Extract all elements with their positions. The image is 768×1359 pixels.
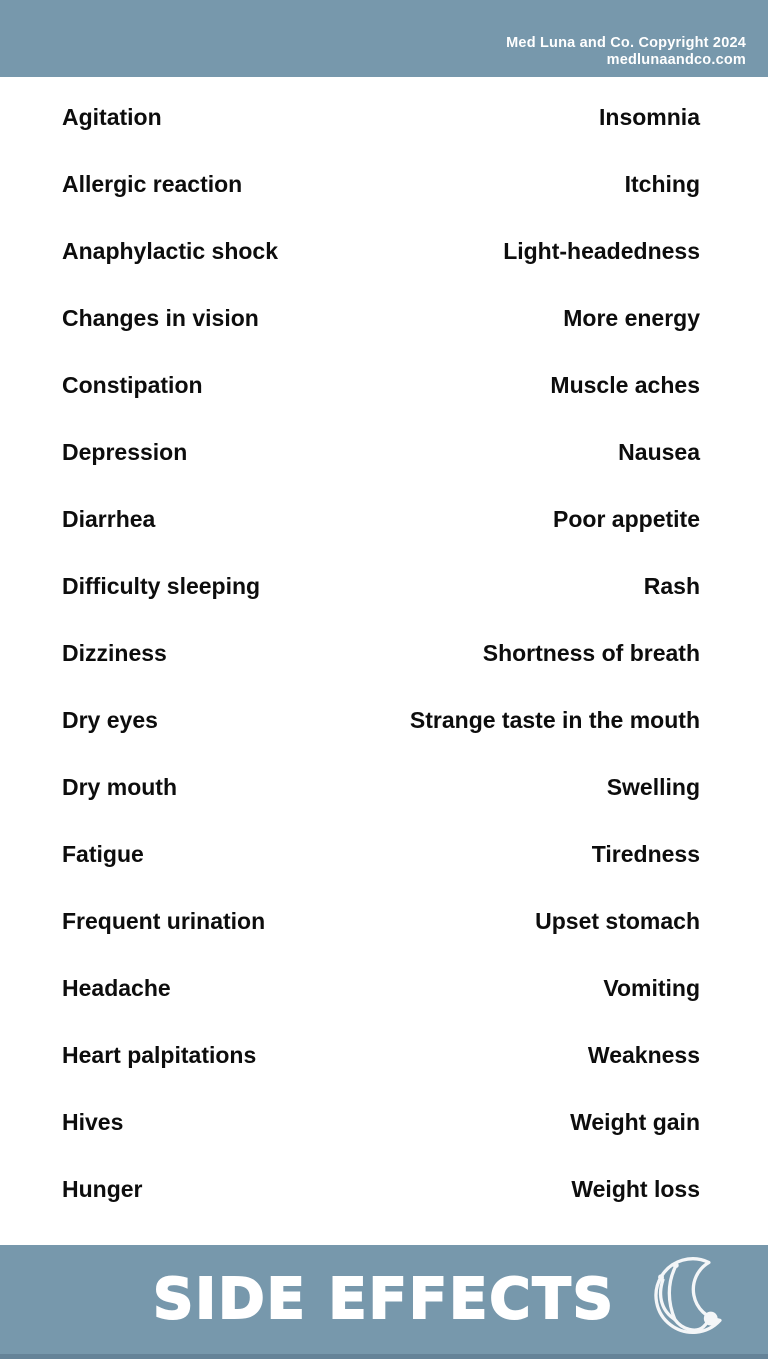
side-effect-right: Weakness bbox=[587, 1042, 700, 1068]
side-effect-row bbox=[62, 1089, 700, 1156]
side-effect-left: Difficulty sleeping bbox=[62, 573, 261, 599]
side-effect-left: Agitation bbox=[62, 104, 162, 130]
side-effect-row bbox=[62, 285, 700, 352]
side-effect-left: Fatigue bbox=[62, 841, 144, 867]
side-effect-right: Tiredness bbox=[591, 841, 700, 867]
side-effect-row bbox=[62, 1156, 700, 1223]
side-effect-row bbox=[62, 151, 700, 218]
side-effect-right: Weight gain bbox=[570, 1109, 700, 1135]
side-effect-row bbox=[62, 486, 700, 553]
side-effect-row bbox=[62, 888, 700, 955]
side-effect-right: Swelling bbox=[606, 774, 700, 800]
footer-bottom-edge bbox=[0, 1354, 768, 1359]
side-effect-row bbox=[62, 1022, 700, 1089]
side-effect-right: Poor appetite bbox=[553, 506, 700, 532]
footer-bar bbox=[0, 1245, 768, 1359]
side-effect-right: Rash bbox=[643, 573, 700, 599]
website-url: medlunaandco.com bbox=[606, 52, 746, 68]
side-effect-right: Muscle aches bbox=[550, 372, 700, 398]
side-effect-left: Constipation bbox=[62, 372, 203, 398]
header-bar bbox=[0, 0, 768, 77]
side-effect-left: Dry eyes bbox=[62, 707, 158, 733]
side-effect-right: Upset stomach bbox=[535, 908, 700, 934]
side-effects-list bbox=[0, 77, 768, 1245]
side-effect-row bbox=[62, 352, 700, 419]
side-effect-row bbox=[62, 955, 700, 1022]
side-effect-right: Vomiting bbox=[603, 975, 700, 1001]
side-effect-left: Dizziness bbox=[62, 640, 167, 666]
side-effect-row bbox=[62, 553, 700, 620]
crescent-moon-stethoscope-icon bbox=[650, 1256, 742, 1348]
side-effect-right: Weight loss bbox=[571, 1176, 700, 1202]
side-effect-left: Allergic reaction bbox=[62, 171, 243, 197]
side-effect-right: Strange taste in the mouth bbox=[409, 707, 700, 733]
side-effect-left: Hunger bbox=[62, 1176, 143, 1202]
side-effect-row bbox=[62, 218, 700, 285]
side-effect-row bbox=[62, 84, 700, 151]
side-effect-row bbox=[62, 687, 700, 754]
side-effect-right: Insomnia bbox=[599, 104, 700, 130]
side-effect-left: Frequent urination bbox=[62, 908, 266, 934]
side-effect-left: Anaphylactic shock bbox=[62, 238, 279, 264]
side-effect-row bbox=[62, 620, 700, 687]
side-effect-right: Light-headedness bbox=[503, 238, 700, 264]
side-effect-row bbox=[62, 754, 700, 821]
copyright-text: Med Luna and Co. Copyright 2024 bbox=[506, 35, 746, 51]
side-effect-left: Depression bbox=[62, 439, 188, 465]
side-effect-row bbox=[62, 419, 700, 486]
side-effect-left: Dry mouth bbox=[62, 774, 177, 800]
side-effect-left: Changes in vision bbox=[62, 305, 259, 331]
side-effect-left: Hives bbox=[62, 1109, 124, 1135]
side-effect-right: More energy bbox=[563, 305, 700, 331]
side-effect-left: Heart palpitations bbox=[62, 1042, 257, 1068]
side-effect-right: Shortness of breath bbox=[482, 640, 700, 666]
side-effect-row bbox=[62, 821, 700, 888]
side-effect-left: Headache bbox=[62, 975, 171, 1001]
page-title: SIDE EFFECTS bbox=[152, 1267, 616, 1332]
side-effect-right: Nausea bbox=[618, 439, 700, 465]
side-effect-right: Itching bbox=[624, 171, 700, 197]
side-effect-left: Diarrhea bbox=[62, 506, 156, 532]
